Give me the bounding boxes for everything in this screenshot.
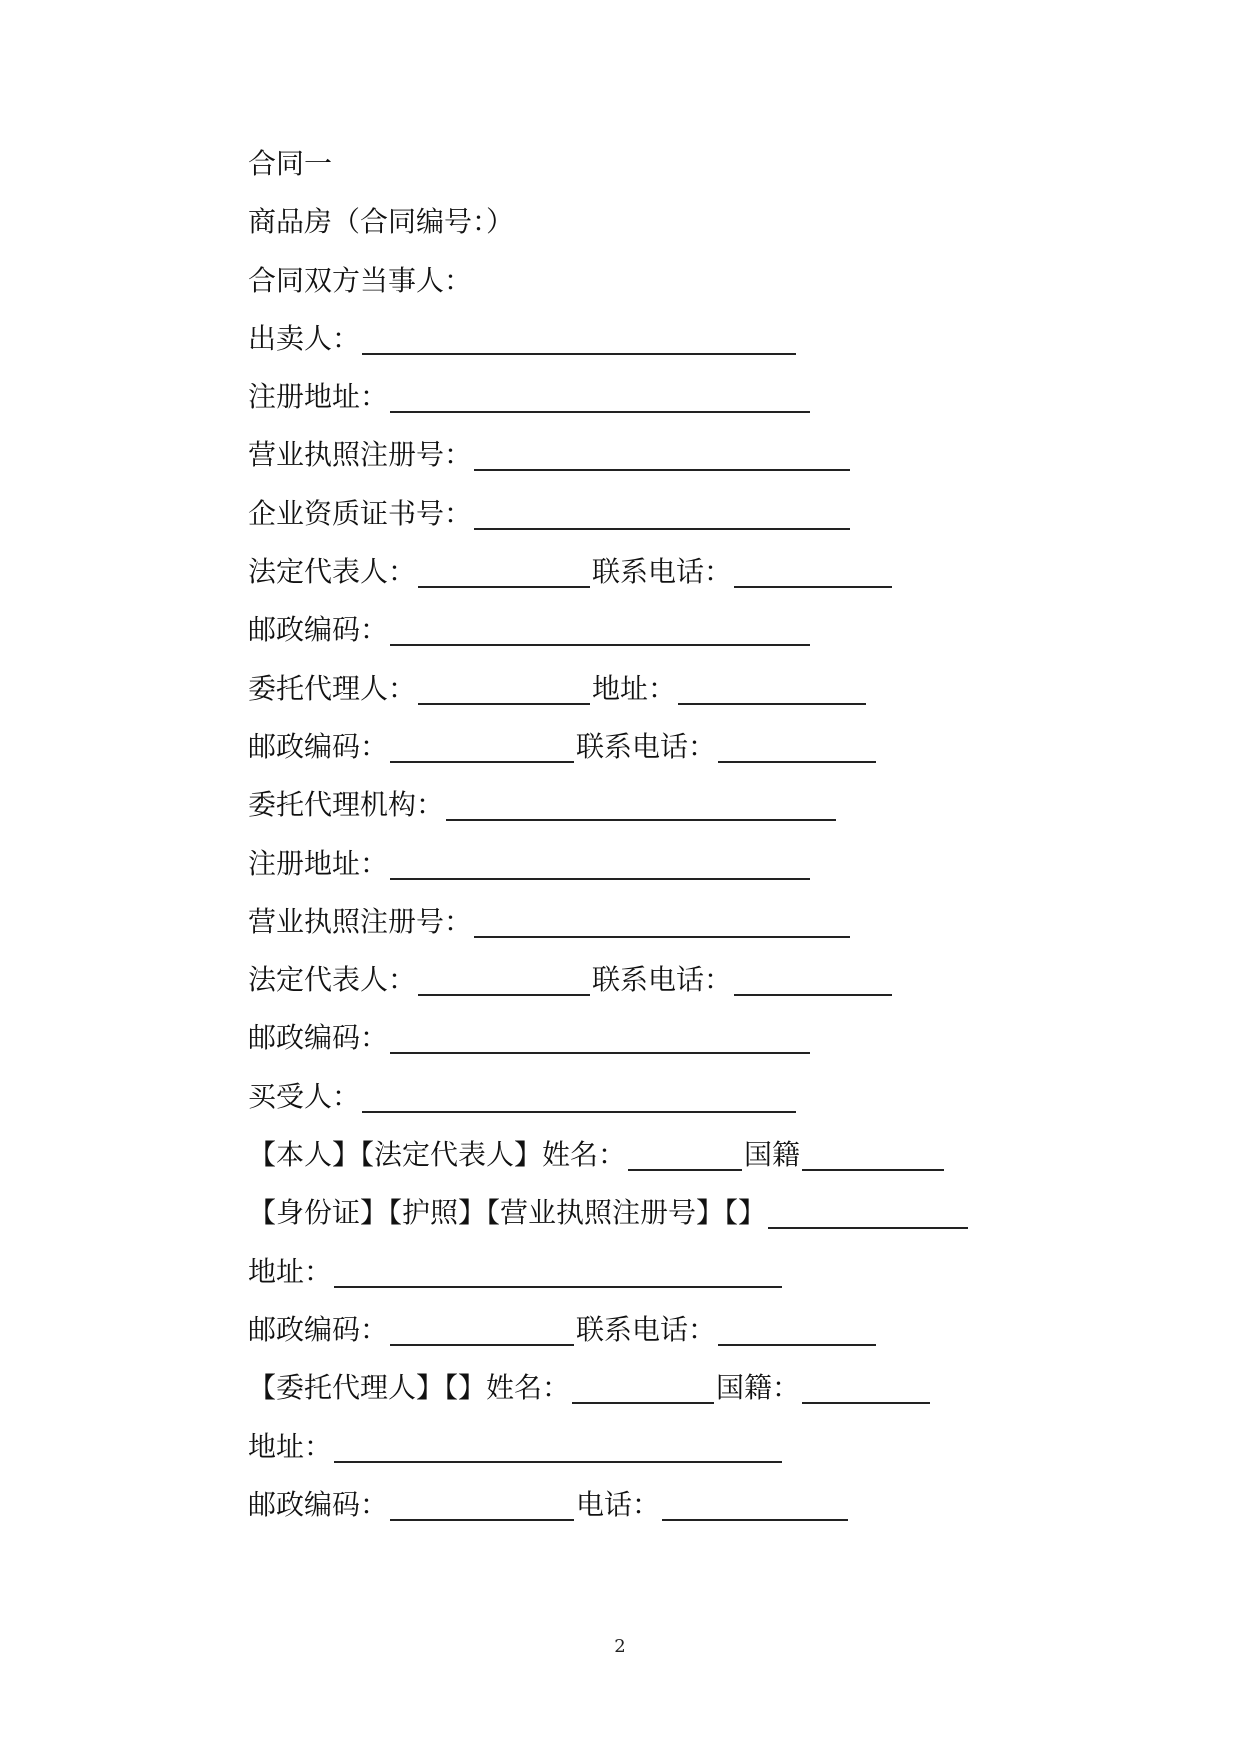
buyer-phone-label: 联系电话： (576, 1312, 717, 1346)
parties-intro: 合同双方当事人： (248, 263, 473, 297)
buyer-identity-label: 【本人】【法定代表人】姓名： (248, 1138, 627, 1172)
buyer-id-blank[interactable] (768, 1195, 968, 1229)
page-number: 2 (614, 1636, 626, 1657)
seller-agent-postcode-blank[interactable] (390, 729, 574, 763)
contract-heading: 合同一 (248, 147, 333, 180)
buyer-identity-row (248, 1137, 1078, 1195)
seller-license-label: 营业执照注册号： (248, 438, 473, 472)
seller-postcode-blank[interactable] (390, 612, 810, 646)
seller-qualification-row (248, 496, 1078, 554)
seller-legal-rep-phone-label: 联系电话： (592, 555, 733, 589)
seller-agency-legal-rep-label: 法定代表人： (248, 963, 417, 997)
seller-agency-reg-address-label: 注册地址： (248, 846, 389, 880)
seller-agent-label: 委托代理人： (248, 671, 417, 705)
seller-agent-postcode-row (248, 729, 1078, 787)
buyer-id-options-label: 【身份证】【护照】【营业执照注册号】【】 (248, 1196, 767, 1230)
buyer-label: 买受人： (248, 1079, 361, 1113)
seller-reg-address-label: 注册地址： (248, 380, 389, 414)
buyer-agent-name-blank[interactable] (572, 1370, 714, 1404)
buyer-agent-nationality-blank[interactable] (802, 1370, 930, 1404)
buyer-address-blank[interactable] (334, 1254, 782, 1288)
buyer-agent-postcode-blank[interactable] (390, 1487, 574, 1521)
buyer-address-label: 地址： (248, 1254, 333, 1288)
seller-qualification-blank[interactable] (474, 496, 850, 530)
buyer-agent-address-row (248, 1429, 1078, 1487)
seller-agent-row (248, 671, 1078, 729)
buyer-postcode-blank[interactable] (390, 1312, 574, 1346)
seller-agent-address-label: 地址： (592, 671, 677, 705)
seller-agency-legal-rep-row (248, 962, 1078, 1020)
seller-legal-rep-blank[interactable] (418, 554, 590, 588)
buyer-agent-phone-blank[interactable] (662, 1487, 848, 1521)
seller-legal-rep-row (248, 554, 1078, 612)
seller-row (248, 321, 1078, 379)
buyer-agent-phone-label: 电话： (576, 1487, 661, 1521)
seller-agency-postcode-label: 邮政编码： (248, 1021, 389, 1055)
contract-body (248, 146, 1078, 1545)
buyer-nationality-label: 国籍 (744, 1138, 801, 1172)
seller-agency-license-blank[interactable] (474, 904, 850, 938)
seller-agent-address-blank[interactable] (678, 671, 866, 705)
seller-agency-reg-address-row (248, 846, 1078, 904)
seller-agency-legal-rep-blank[interactable] (418, 962, 590, 996)
buyer-id-row (248, 1195, 1078, 1253)
seller-agency-row (248, 787, 1078, 845)
seller-reg-address-blank[interactable] (390, 379, 810, 413)
buyer-agent-nationality-label: 国籍： (716, 1371, 801, 1405)
buyer-name-blank[interactable] (628, 1137, 742, 1171)
seller-agency-legal-rep-phone-label: 联系电话： (592, 963, 733, 997)
buyer-postcode-label: 邮政编码： (248, 1312, 389, 1346)
seller-postcode-label: 邮政编码： (248, 613, 389, 647)
seller-legal-rep-label: 法定代表人： (248, 555, 417, 589)
buyer-nationality-blank[interactable] (802, 1137, 944, 1171)
seller-postcode-row (248, 612, 1078, 670)
seller-agent-phone-blank[interactable] (718, 729, 876, 763)
seller-reg-address-row (248, 379, 1078, 437)
seller-qualification-label: 企业资质证书号： (248, 496, 473, 530)
seller-agency-legal-rep-phone-blank[interactable] (734, 962, 892, 996)
seller-agency-postcode-blank[interactable] (390, 1020, 810, 1054)
seller-agent-phone-label: 联系电话： (576, 729, 717, 763)
seller-label: 出卖人： (248, 321, 361, 355)
seller-license-row (248, 437, 1078, 495)
buyer-phone-blank[interactable] (718, 1312, 876, 1346)
buyer-row (248, 1079, 1078, 1137)
buyer-postcode-row (248, 1312, 1078, 1370)
seller-agency-label: 委托代理机构： (248, 788, 445, 822)
seller-agency-license-label: 营业执照注册号： (248, 904, 473, 938)
seller-agency-blank[interactable] (446, 787, 836, 821)
buyer-agent-postcode-row (248, 1487, 1078, 1545)
contract-subheading: 商品房（合同编号：） (248, 205, 515, 239)
buyer-agent-options-label: 【委托代理人】【】姓名： (248, 1371, 571, 1405)
buyer-agent-address-blank[interactable] (334, 1429, 782, 1463)
buyer-agent-postcode-label: 邮政编码： (248, 1487, 389, 1521)
seller-legal-rep-phone-blank[interactable] (734, 554, 892, 588)
seller-agent-blank[interactable] (418, 671, 590, 705)
buyer-address-row (248, 1254, 1078, 1312)
seller-agency-postcode-row (248, 1020, 1078, 1078)
buyer-agent-address-label: 地址： (248, 1429, 333, 1463)
seller-agent-postcode-label: 邮政编码： (248, 729, 389, 763)
seller-license-blank[interactable] (474, 437, 850, 471)
buyer-agent-row (248, 1370, 1078, 1428)
seller-agency-reg-address-blank[interactable] (390, 846, 810, 880)
buyer-blank[interactable] (362, 1079, 796, 1113)
seller-agency-license-row (248, 904, 1078, 962)
seller-blank[interactable] (362, 321, 796, 355)
